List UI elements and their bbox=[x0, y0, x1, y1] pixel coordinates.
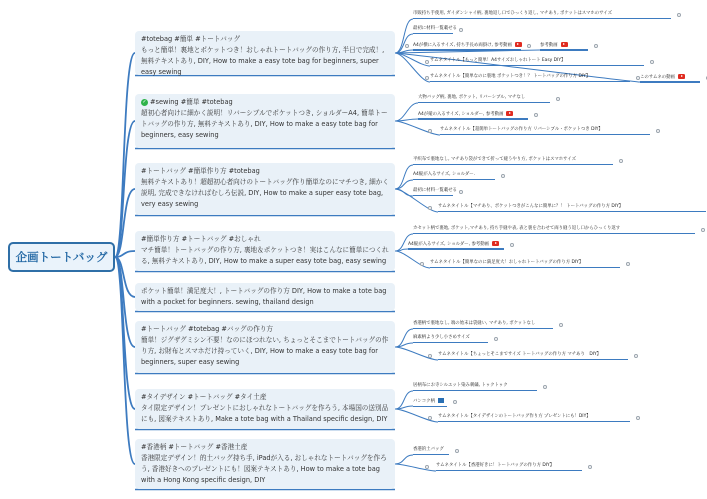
card-text-span: #タイデザイン #トートバッグ #タイ土産 bbox=[141, 393, 267, 401]
leaf-node[interactable] bbox=[413, 226, 620, 232]
leaf-text: 大物バッグ柄, 裏地, ポケット, リバーシブル, マチなし bbox=[418, 95, 526, 100]
leaf-text: 平织布で裏地なし, マチあり袋ができて折って縫うやり方, ポケットはスマホサイズ bbox=[413, 157, 576, 162]
connector-line bbox=[395, 343, 413, 347]
leaf-text: カセット柄で裏地, ポケット,マチあり, 持ち手縫や表, 表と裏を合わせて両り縫う返し口からひっくり返す bbox=[413, 226, 621, 231]
leaf-text: A4縦が入るサイズ, ショルダー, 参考動画 bbox=[408, 241, 490, 247]
leaf-underline bbox=[413, 179, 495, 180]
collapse-toggle-icon[interactable] bbox=[455, 449, 459, 453]
collapse-toggle-icon[interactable] bbox=[634, 354, 638, 358]
leaf-underline bbox=[413, 49, 521, 50]
collapse-toggle-icon[interactable] bbox=[510, 243, 514, 247]
card-tags bbox=[141, 34, 389, 45]
collapse-toggle-icon[interactable] bbox=[677, 13, 681, 17]
card-text bbox=[141, 286, 389, 308]
card-text bbox=[141, 453, 389, 486]
collapse-toggle-icon[interactable] bbox=[650, 60, 654, 64]
topic-card[interactable] bbox=[135, 321, 395, 373]
leaf-underline bbox=[413, 390, 537, 391]
collapse-toggle-icon[interactable] bbox=[459, 190, 463, 194]
leaf-node[interactable] bbox=[640, 74, 685, 81]
leaf-text: 最初に材料一覧載せる bbox=[413, 26, 457, 31]
card-text-span: マチ簡単！トートバッグの作り方, 裏地＆ポケットつき！実はこんなに簡単につくれる, 無料テキストあり, DIY, How to make a super easy tote bag, easy sewing bbox=[141, 246, 389, 265]
collapse-toggle-icon[interactable] bbox=[501, 174, 505, 178]
leaf-underline bbox=[418, 118, 528, 119]
leaf-node[interactable] bbox=[430, 58, 565, 64]
video-play-icon[interactable] bbox=[678, 74, 685, 79]
card-text-span: もっと簡単！裏地とポケットつき！おしゃれトートバッグの作り方, 半日で完成！, 無料テキストあり, DIY, How to make a easy tote bag for beginners, super easy sewing bbox=[141, 46, 385, 76]
collapse-toggle-icon[interactable] bbox=[543, 385, 547, 389]
topic-card[interactable] bbox=[135, 231, 395, 271]
leaf-text: バンコク柄 bbox=[413, 399, 435, 404]
leaf-underline bbox=[413, 195, 453, 196]
leaf-node[interactable] bbox=[413, 42, 522, 49]
branch-node-icon[interactable] bbox=[425, 76, 429, 80]
branch-node-icon[interactable] bbox=[428, 206, 432, 210]
leaf-node[interactable] bbox=[413, 172, 475, 178]
collapse-toggle-icon[interactable] bbox=[588, 465, 592, 469]
collapse-toggle-icon[interactable] bbox=[636, 416, 640, 420]
leaf-underline bbox=[408, 248, 504, 249]
leaf-text: A4が縦の入るサイズ, ショルダー, 参考動画 bbox=[418, 111, 504, 117]
leaf-node[interactable] bbox=[540, 42, 568, 49]
leaf-text: 麻素柄より少し小さめサイズ bbox=[413, 335, 470, 340]
leaf-underline bbox=[418, 102, 550, 103]
leaf-text: このサムネの動画 bbox=[640, 74, 675, 80]
card-text-span: #簡単作り方 #トートバッグ #おしゃれ bbox=[141, 235, 261, 243]
leaf-node[interactable] bbox=[413, 26, 457, 32]
card-text-span: #香港柄 #トートバッグ #香港土産 bbox=[141, 443, 248, 451]
leaf-text: 居柄布にお寺シルエット染み刺繍, トゥクトゥク bbox=[413, 383, 508, 388]
branch-node-icon[interactable] bbox=[425, 465, 429, 469]
leaf-node[interactable] bbox=[418, 111, 513, 118]
card-tags bbox=[141, 324, 389, 335]
card-text bbox=[141, 108, 389, 141]
card-tags bbox=[141, 234, 389, 245]
leaf-node[interactable] bbox=[413, 11, 612, 17]
collapse-toggle-icon[interactable] bbox=[619, 159, 623, 163]
leaf-text: 香港柄で裏地なし, 端の始末は袋縫い, マチあり, ポケットなし bbox=[413, 321, 536, 326]
card-tags bbox=[141, 166, 389, 177]
leaf-underline bbox=[413, 342, 488, 343]
root-topic[interactable]: 企画トートバッグ bbox=[8, 242, 115, 272]
leaf-node[interactable] bbox=[413, 188, 457, 194]
card-text-span: タイ限定デザイン！プレゼントにおしゃれなトートバッグを作ろう, 本場国の送別品にも, 図案テキストあり, Make a tote bag with a Thailand specific design, DIY bbox=[141, 404, 389, 423]
leaf-text: サムネタイトル【超簡単トートバッグの作り方 リバーシブル・ポケットつき DIY】 bbox=[440, 127, 603, 132]
leaf-underline bbox=[413, 233, 695, 234]
leaf-node[interactable] bbox=[413, 447, 444, 453]
leaf-node[interactable] bbox=[430, 260, 583, 266]
leaf-underline bbox=[430, 267, 620, 268]
topic-card[interactable] bbox=[135, 283, 395, 311]
collapse-toggle-icon[interactable] bbox=[494, 337, 498, 341]
leaf-node[interactable] bbox=[413, 383, 508, 389]
card-text bbox=[141, 177, 389, 210]
branch-node-icon[interactable] bbox=[420, 262, 424, 266]
leaf-text: 参考動画 bbox=[540, 42, 558, 48]
leaf-text: サムネタイトル【マチあり、ポケットつきがこんなに簡単に？！ トートバッグの作り方 DIY】 bbox=[438, 204, 624, 209]
connector-line bbox=[395, 464, 436, 471]
topic-card[interactable] bbox=[135, 31, 395, 75]
card-text-span: #トートバッグ #簡単作り方 #totebag bbox=[141, 167, 260, 175]
topic-card[interactable] bbox=[135, 94, 395, 148]
video-play-icon[interactable] bbox=[561, 42, 568, 47]
collapse-toggle-icon[interactable] bbox=[534, 113, 538, 117]
card-text-span: 無料テキストあり！超超初心者向けのトートバッグ作り簡単なのにマチつき, 細かく説明, 完成できなければむしろ伝説, DIY, How to make a super easy tote bag, very easy sewing bbox=[141, 178, 389, 208]
topic-card[interactable] bbox=[135, 389, 395, 429]
leaf-underline bbox=[540, 49, 588, 50]
card-tags bbox=[141, 97, 389, 108]
leaf-underline bbox=[430, 81, 630, 82]
leaf-text: サムネタイトル【香港好きに！トートバッグの作り方 DIY】 bbox=[436, 463, 555, 468]
video-play-icon[interactable] bbox=[506, 111, 513, 116]
leaf-text: 最初に材料一覧載せる bbox=[413, 188, 457, 193]
leaf-node[interactable] bbox=[438, 352, 601, 358]
card-text-span: ポケット簡単！満足度大！, トートバッグの作り方 DIY, How to make a tote bag with a pocket for beginners. sewing, thailand design bbox=[141, 287, 387, 306]
branch-node-icon[interactable] bbox=[428, 416, 432, 420]
image-icon[interactable] bbox=[438, 398, 444, 403]
card-text bbox=[141, 245, 389, 267]
collapse-toggle-icon[interactable] bbox=[556, 97, 560, 101]
connector-line bbox=[395, 406, 413, 409]
collapse-toggle-icon[interactable] bbox=[701, 228, 705, 232]
connector-line bbox=[395, 180, 413, 189]
connector-line bbox=[395, 165, 413, 189]
leaf-underline bbox=[438, 211, 706, 212]
leaf-underline bbox=[413, 454, 449, 455]
card-text bbox=[141, 403, 389, 425]
card-text bbox=[141, 45, 389, 78]
connector-line bbox=[395, 249, 408, 251]
leaf-node[interactable] bbox=[438, 414, 591, 420]
leaf-underline bbox=[438, 421, 630, 422]
check-icon: ✓ bbox=[142, 98, 147, 105]
leaf-text: A4縦が入るサイズ, ショルダー. bbox=[413, 172, 476, 177]
leaf-text: 香港的土バッグ bbox=[413, 447, 444, 452]
video-play-icon[interactable] bbox=[515, 42, 522, 47]
collapse-toggle-icon[interactable] bbox=[459, 28, 463, 32]
card-text-span: 香港限定デザイン！的土バッグ持ち手, iPadが入る, おしゃれなトートバッグを作ろう, 香港好きへのプレゼントにも！図案テキストあり, How to make a tote bag with a Hong Kong specific design, DIY bbox=[141, 454, 387, 484]
connector-line bbox=[395, 251, 430, 268]
collapse-toggle-icon[interactable] bbox=[626, 262, 630, 266]
leaf-node[interactable] bbox=[438, 204, 623, 210]
leaf-text: A4が横に入るサイズ, 持ち手長め両掛け, 参考動画 bbox=[413, 42, 512, 48]
connector-line bbox=[115, 53, 135, 257]
card-text bbox=[141, 335, 389, 368]
leaf-text: サムネタイトル【ちょっとそこまでサイズ トートバッグの作り方 マチあり DIY】 bbox=[438, 352, 602, 357]
connector-line bbox=[395, 103, 418, 121]
video-play-icon[interactable] bbox=[492, 241, 499, 246]
leaf-underline bbox=[640, 81, 700, 82]
branch-node-icon[interactable] bbox=[428, 354, 432, 358]
card-tags bbox=[141, 392, 389, 403]
connector-line bbox=[395, 329, 413, 347]
branch-node-icon[interactable] bbox=[405, 44, 409, 48]
leaf-underline bbox=[440, 134, 650, 135]
leaf-node[interactable] bbox=[440, 127, 603, 133]
leaf-text: サムネタイトル【簡単なのに満足度大！おしゃれトートバッグの作り方 DIY】 bbox=[430, 260, 584, 265]
connector-line bbox=[395, 347, 438, 360]
collapse-toggle-icon[interactable] bbox=[527, 44, 531, 48]
leaf-underline bbox=[413, 328, 553, 329]
connector-line bbox=[395, 455, 413, 464]
collapse-toggle-icon[interactable] bbox=[559, 323, 563, 327]
connector-line bbox=[395, 19, 413, 53]
card-text-span: #sewing #簡単 #totebag bbox=[150, 98, 233, 106]
leaf-underline bbox=[413, 18, 671, 19]
leaf-underline bbox=[438, 359, 628, 360]
leaf-underline bbox=[430, 65, 644, 66]
collapse-toggle-icon[interactable] bbox=[656, 129, 660, 133]
connector-line bbox=[395, 121, 440, 135]
leaf-text: サムネタイトル【もっと簡単！A4サイズおしゃれトート Easy DIY】 bbox=[430, 58, 566, 63]
leaf-node[interactable] bbox=[413, 398, 444, 405]
leaf-node[interactable] bbox=[413, 157, 576, 163]
card-text-span: 超初心者向けに細かく説明！リバーシブルでポケットつき, ショルダーA4, 簡単トートバッグの作り方, 無料テキストあり, DIY, How to make a easy tote bag for beginners, easy sewing bbox=[141, 109, 388, 139]
card-text-span: #totebag #簡単 #トートバッグ bbox=[141, 35, 241, 43]
connector-line bbox=[395, 409, 438, 422]
leaf-node[interactable] bbox=[430, 74, 590, 80]
collapse-toggle-icon[interactable] bbox=[453, 400, 457, 404]
topic-card[interactable] bbox=[135, 439, 395, 489]
card-tags bbox=[141, 442, 389, 453]
leaf-text: サムネタイトル【タイデザインのトートバッグ作り方 プレゼントにも！DIY】 bbox=[438, 414, 591, 419]
card-text-span: 簡単！ジグザグミシン不要！なのにほつれない, ちょっとそこまでトートバッグの作り方, お財布とスマホだけ持っていく, DIY, How to make a easy tote bag for beginners, super easy sewing bbox=[141, 336, 389, 366]
card-text-span: #トートバッグ #totebag #バッグの作り方 bbox=[141, 325, 274, 333]
leaf-underline bbox=[413, 164, 613, 165]
branch-node-icon[interactable] bbox=[428, 129, 432, 133]
branch-node-icon[interactable] bbox=[425, 60, 429, 64]
leaf-node[interactable] bbox=[408, 241, 499, 248]
leaf-underline bbox=[413, 406, 447, 407]
leaf-node[interactable] bbox=[413, 335, 470, 341]
leaf-text: 市販持ち手使用, ガイダンシャイ柄, 裏地返し口でひっくり返し, マチあり, ポケットはスマホのサイズ bbox=[413, 11, 613, 16]
collapse-toggle-icon[interactable] bbox=[594, 44, 598, 48]
leaf-node[interactable] bbox=[413, 321, 535, 327]
leaf-text: サムネタイトル【簡単なのに裏地 ポケットつき！？ トートバッグの作り方 DIY】 bbox=[430, 74, 591, 79]
leaf-node[interactable] bbox=[418, 95, 525, 101]
leaf-underline bbox=[413, 33, 453, 34]
leaf-underline bbox=[436, 470, 582, 471]
topic-card[interactable] bbox=[135, 163, 395, 215]
leaf-node[interactable] bbox=[436, 463, 554, 469]
